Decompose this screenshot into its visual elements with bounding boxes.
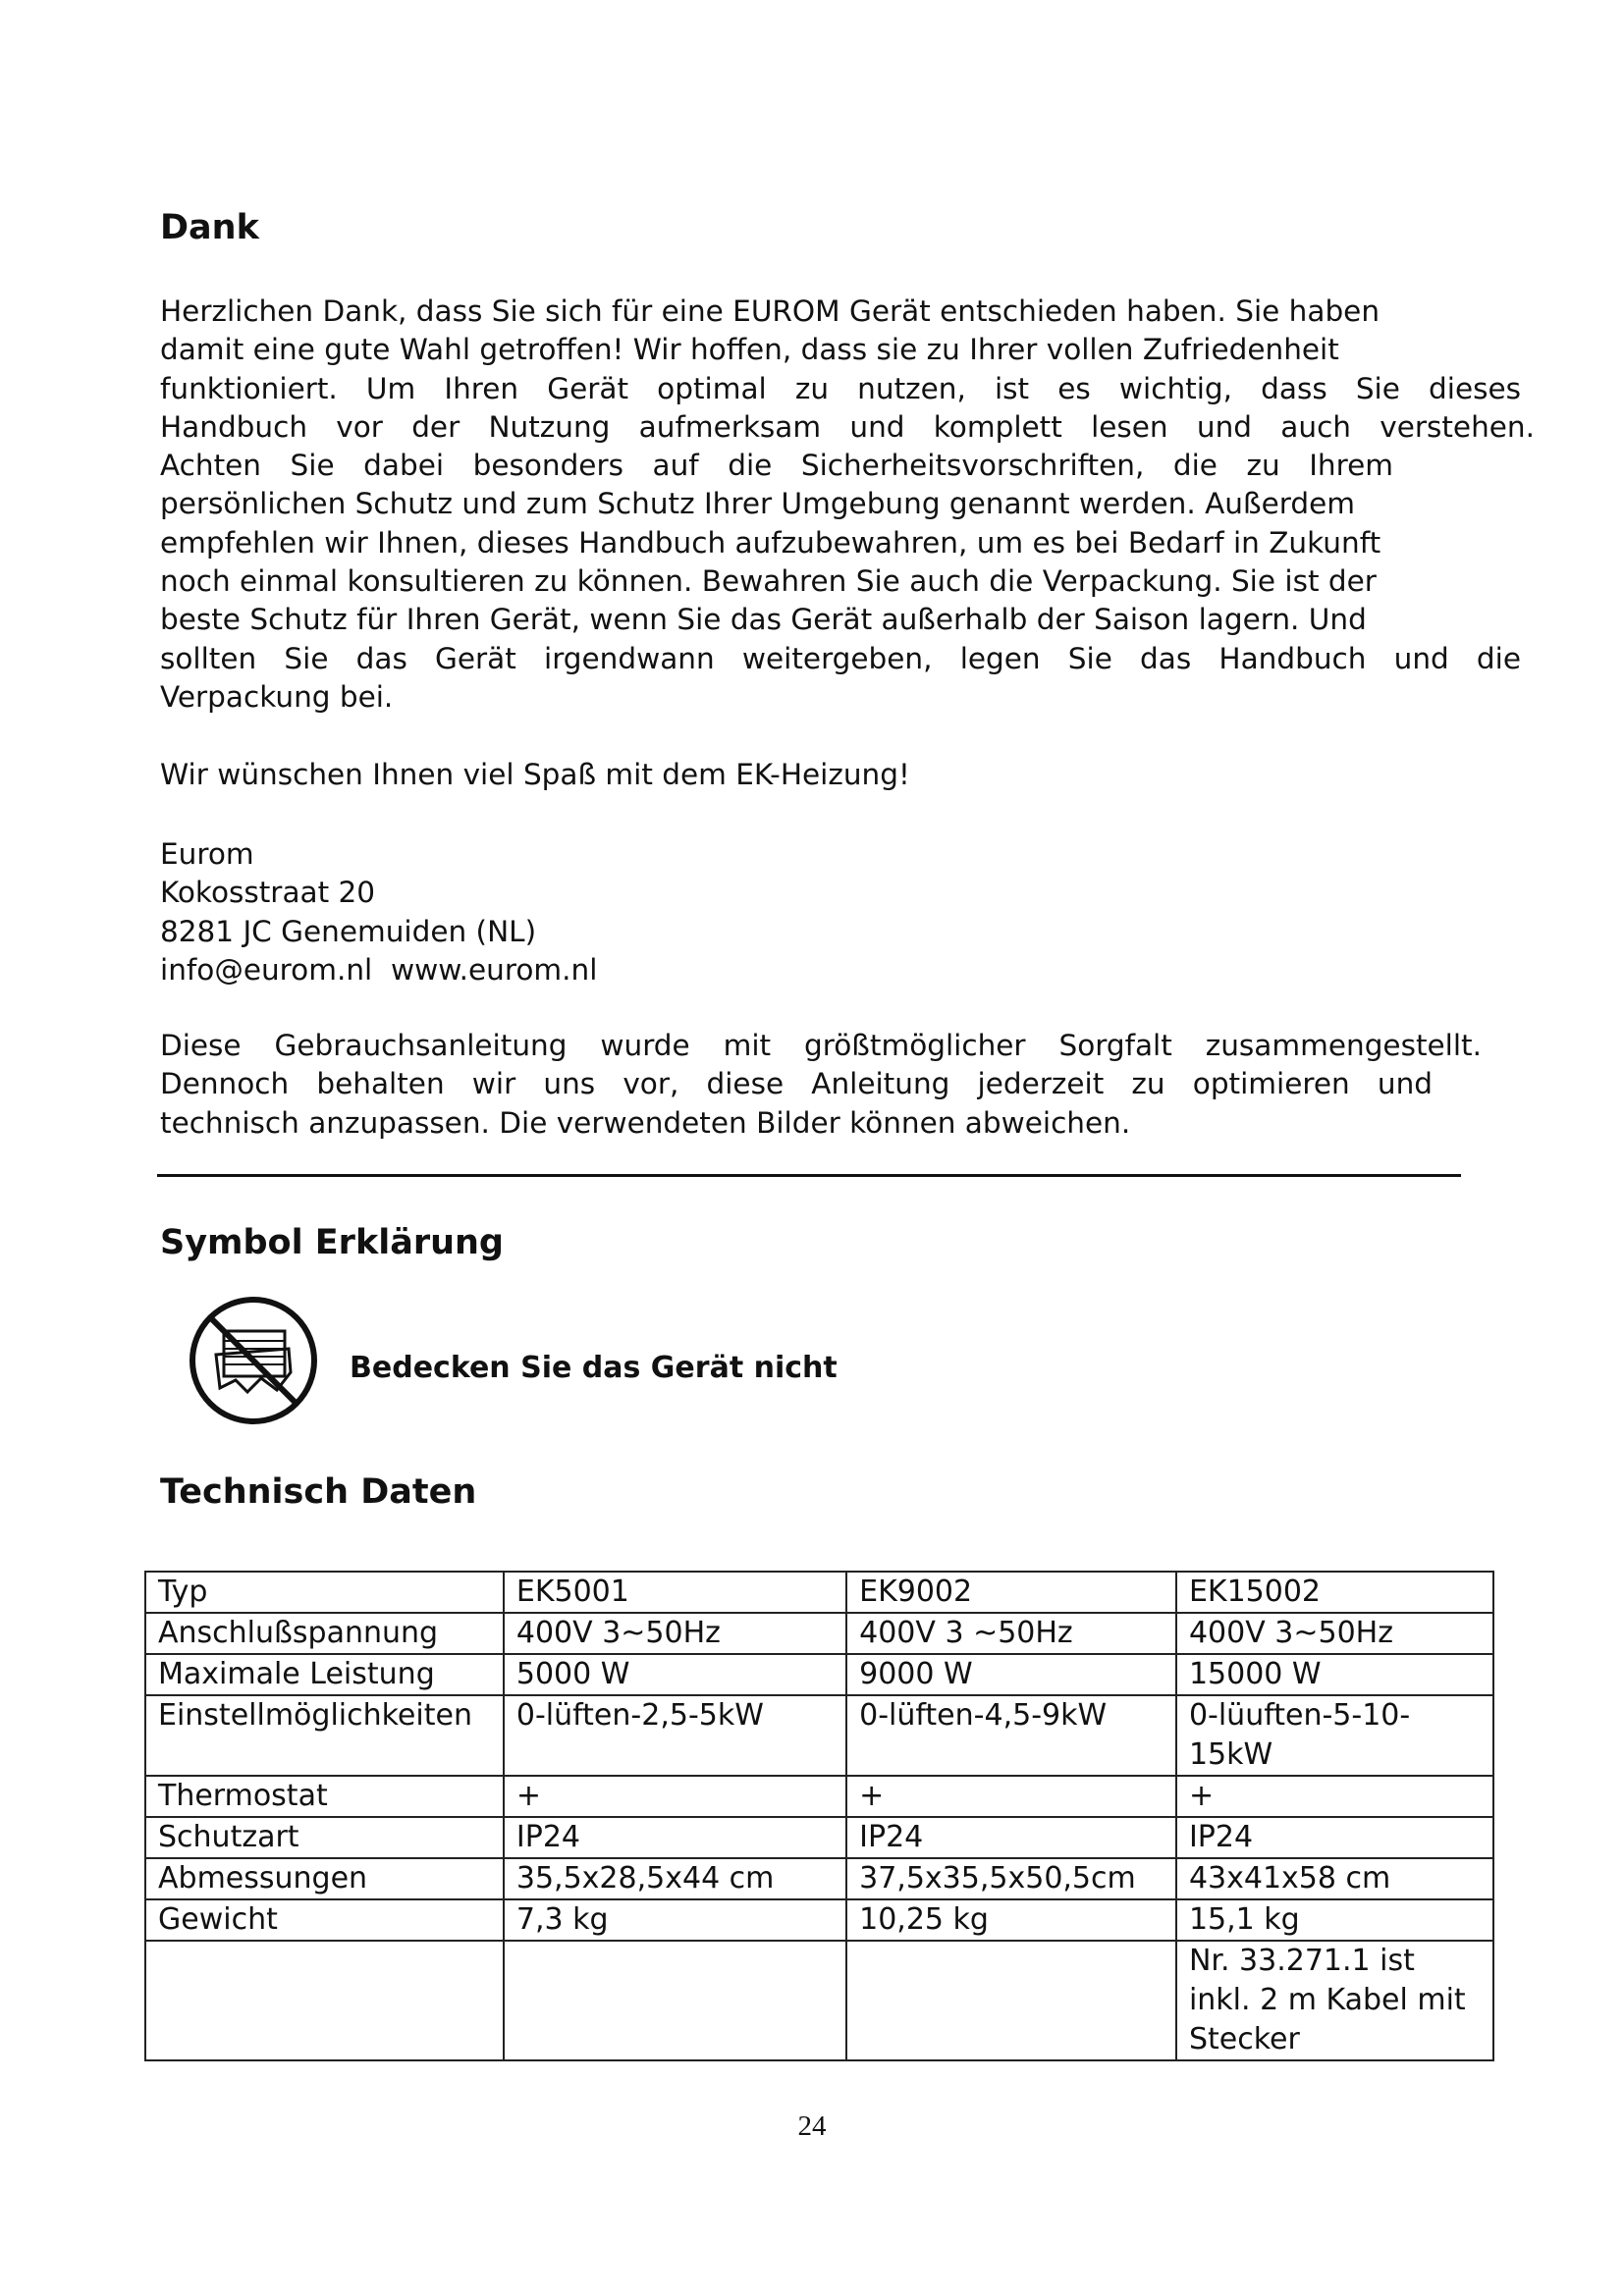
do-not-cover-label: Bedecken Sie das Gerät nicht <box>350 1351 838 1385</box>
technical-data-table <box>144 1571 1494 2061</box>
table-cell: 5000 W <box>504 1654 846 1695</box>
paragraph-line: Dennoch behalten wir uns vor, diese Anleitung jederzeit zu optimieren und <box>160 1067 1433 1101</box>
table-row-label: Typ <box>145 1572 504 1613</box>
paragraph-line: funktioniert. Um Ihren Gerät optimal zu nutzen, ist es wichtig, dass Sie dieses <box>160 371 1521 405</box>
paragraph-line: Achten Sie dabei besonders auf die Sicherheitsvorschriften, die zu Ihrem <box>160 449 1393 483</box>
table-cell: 10,25 kg <box>846 1899 1176 1941</box>
table-cell <box>504 1941 846 2060</box>
paragraph-line: Verpackung bei. <box>160 679 394 714</box>
paragraph-line: Herzlichen Dank, dass Sie sich für eine EUROM Gerät entschieden haben. Sie haben <box>160 294 1380 328</box>
paragraph-line: technisch anzupassen. Die verwendeten Bilder können abweichen. <box>160 1105 1131 1140</box>
table-row <box>145 1817 1493 1858</box>
table-row <box>145 1941 1493 2060</box>
table-row <box>145 1776 1493 1817</box>
contact-info: info@eurom.nl www.eurom.nl <box>160 952 598 987</box>
section-divider <box>157 1174 1461 1177</box>
table-row-label: Maximale Leistung <box>145 1654 504 1695</box>
do-not-cover-icon <box>187 1294 320 1427</box>
table-row-label: Schutzart <box>145 1817 504 1858</box>
paragraph-line: sollten Sie das Gerät irgendwann weitergeben, legen Sie das Handbuch und die <box>160 641 1521 675</box>
table-cell: Nr. 33.271.1 ist inkl. 2 m Kabel mit Stecker <box>1176 1941 1493 2060</box>
table-row <box>145 1572 1493 1613</box>
table-row <box>145 1858 1493 1899</box>
table-row <box>145 1654 1493 1695</box>
table-cell: + <box>846 1776 1176 1817</box>
table-row-label: Abmessungen <box>145 1858 504 1899</box>
section-title-symbols: Symbol Erklärung <box>160 1223 504 1262</box>
table-row <box>145 1613 1493 1654</box>
table-cell: IP24 <box>846 1817 1176 1858</box>
table-cell: 0-lüften-2,5-5kW <box>504 1695 846 1776</box>
section-title-technical: Technisch Daten <box>160 1472 477 1512</box>
city-address: 8281 JC Genemuiden (NL) <box>160 914 537 948</box>
table-cell: IP24 <box>1176 1817 1493 1858</box>
table-cell: 0-lüften-4,5-9kW <box>846 1695 1176 1776</box>
company-name: Eurom <box>160 837 254 871</box>
table-cell: 15,1 kg <box>1176 1899 1493 1941</box>
table-cell: 9000 W <box>846 1654 1176 1695</box>
paragraph-line: beste Schutz für Ihren Gerät, wenn Sie das Gerät außerhalb der Saison lagern. Und <box>160 603 1367 637</box>
table-row <box>145 1695 1493 1776</box>
table-row <box>145 1899 1493 1941</box>
table-cell: 35,5x28,5x44 cm <box>504 1858 846 1899</box>
table-row-label: Gewicht <box>145 1899 504 1941</box>
thanks-paragraph <box>160 293 1535 717</box>
table-cell: EK9002 <box>846 1572 1176 1613</box>
table-cell: 43x41x58 cm <box>1176 1858 1493 1899</box>
page-number: 24 <box>797 2110 827 2142</box>
table-cell: + <box>1176 1776 1493 1817</box>
table-row-label: Einstellmöglichkeiten <box>145 1695 504 1776</box>
table-cell: 0-lüuften-5-10-15kW <box>1176 1695 1493 1776</box>
paragraph-line: empfehlen wir Ihnen, dieses Handbuch aufzubewahren, um es bei Bedarf in Zukunft <box>160 525 1381 560</box>
table-cell: EK15002 <box>1176 1572 1493 1613</box>
table-cell: + <box>504 1776 846 1817</box>
disclaimer-paragraph <box>160 1027 1535 1143</box>
paragraph-line: Diese Gebrauchsanleitung wurde mit größtmöglicher Sorgfalt zusammengestellt. <box>160 1029 1482 1062</box>
table-cell <box>846 1941 1176 2060</box>
section-title-dank: Dank <box>160 208 259 247</box>
table-cell: 7,3 kg <box>504 1899 846 1941</box>
paragraph-line: noch einmal konsultieren zu können. Bewahren Sie auch die Verpackung. Sie ist der <box>160 564 1377 599</box>
table-cell: EK5001 <box>504 1572 846 1613</box>
table-cell: 37,5x35,5x50,5cm <box>846 1858 1176 1899</box>
table-cell: 400V 3~50Hz <box>1176 1613 1493 1654</box>
table-cell: 15000 W <box>1176 1654 1493 1695</box>
street-address: Kokosstraat 20 <box>160 876 376 910</box>
table-row-label <box>145 1941 504 2060</box>
table-cell: IP24 <box>504 1817 846 1858</box>
table-cell: 400V 3~50Hz <box>504 1613 846 1654</box>
paragraph-line: Handbuch vor der Nutzung aufmerksam und komplett lesen und auch verstehen. <box>160 409 1535 444</box>
table-row-label: Thermostat <box>145 1776 504 1817</box>
table-cell: 400V 3 ~50Hz <box>846 1613 1176 1654</box>
address-block <box>160 835 1535 989</box>
paragraph-line: persönlichen Schutz und zum Schutz Ihrer Umgebung genannt werden. Außerdem <box>160 487 1355 521</box>
wish-text: Wir wünschen Ihnen viel Spaß mit dem EK-Heizung! <box>160 758 910 791</box>
paragraph-line: damit eine gute Wahl getroffen! Wir hoffen, dass sie zu Ihrer vollen Zufriedenheit <box>160 333 1339 367</box>
table-row-label: Anschlußspannung <box>145 1613 504 1654</box>
